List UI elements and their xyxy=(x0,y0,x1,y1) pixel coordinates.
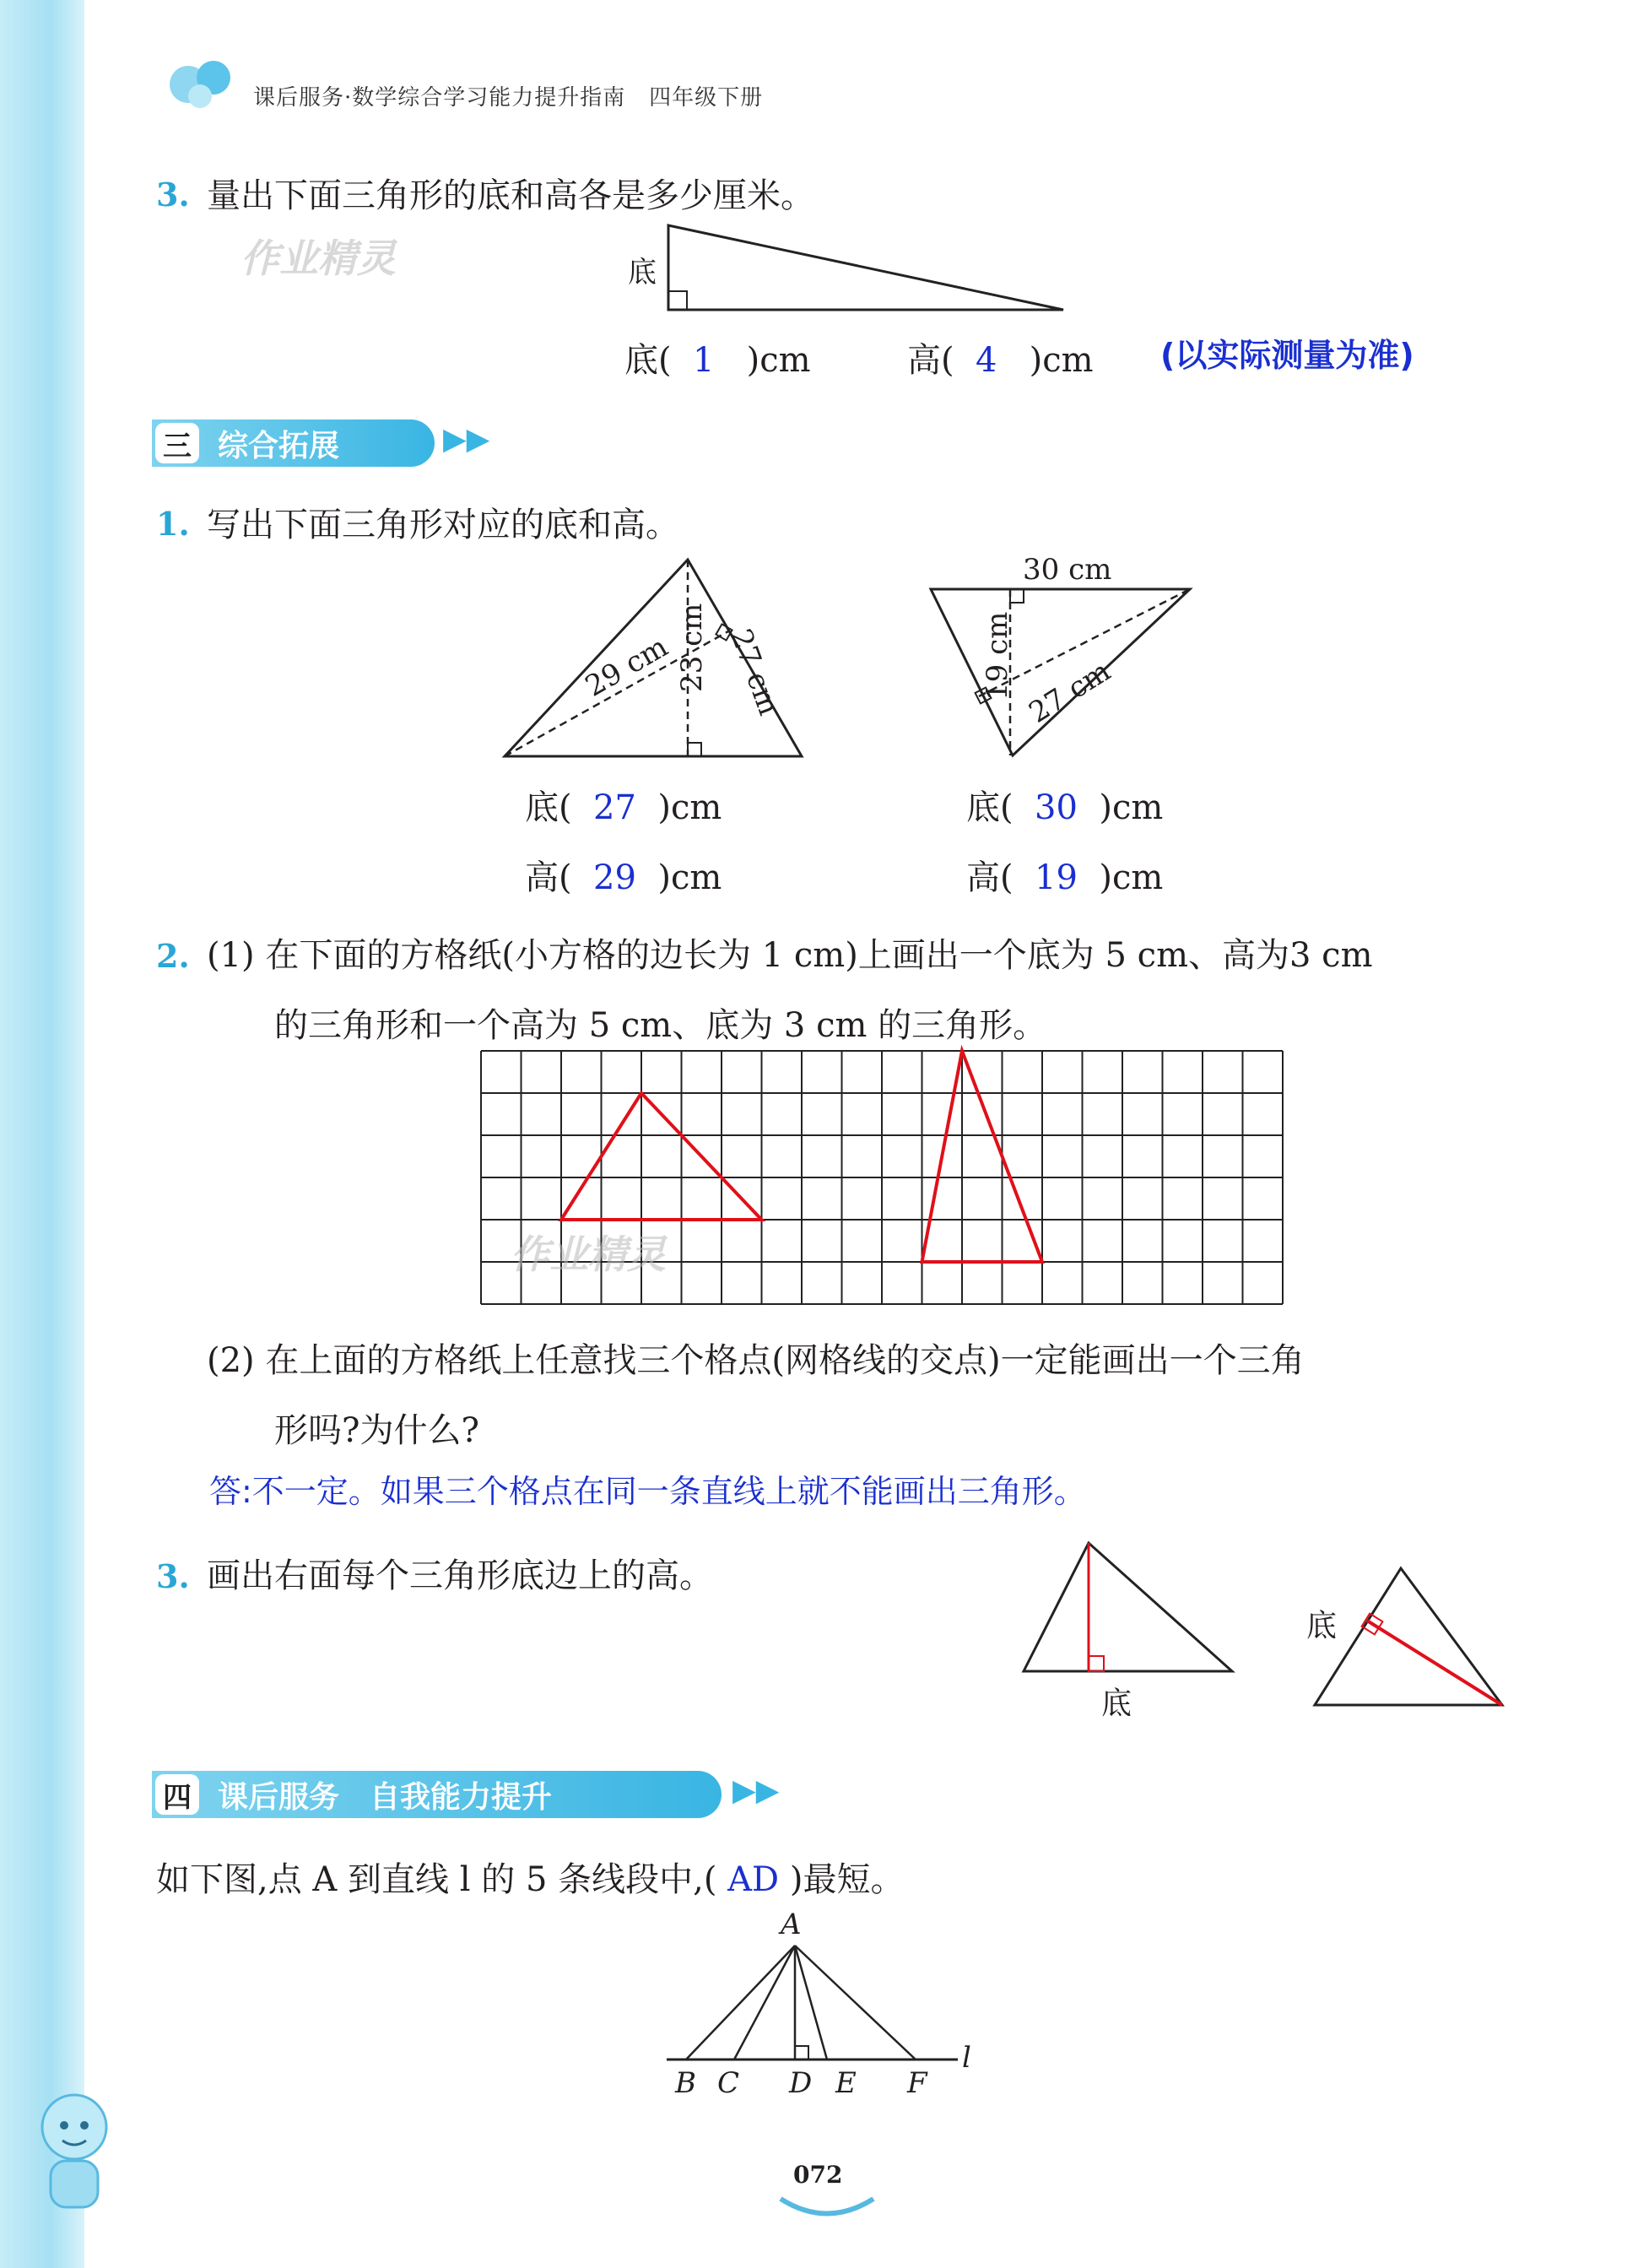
question-text: 的三角形和一个高为 5 cm、底为 3 cm 的三角形。 xyxy=(274,1006,1047,1045)
perpendicular-diagram xyxy=(658,1941,979,2076)
answer-text: AD xyxy=(716,1860,790,1899)
base-answer-line: 底( 1 )cm xyxy=(624,341,811,380)
play-arrow-icon: ▶▶ xyxy=(732,1773,780,1808)
play-arrow-icon: ▶▶ xyxy=(443,422,490,457)
section-header-3: 三 综合拓展 xyxy=(152,419,435,467)
base-answer: 1 xyxy=(693,341,715,380)
question-text: 写出下面三角形对应的底和高。 xyxy=(207,506,679,544)
point-label-C: C xyxy=(717,2066,740,2100)
question-text: (2) 在上面的方格纸上任意找三个格点(网格线的交点)一定能画出一个三角 xyxy=(207,1341,1305,1380)
height-answer: 4 xyxy=(976,341,997,380)
header-title: 课后服务·数学综合学习能力提升指南 四年级下册 xyxy=(253,85,764,111)
left-base-line: 底( 27 )cm xyxy=(525,788,722,827)
page-number: 072 xyxy=(793,2161,843,2189)
question-number: 1. xyxy=(156,505,190,543)
side-label-19: 19 cm xyxy=(981,611,1014,701)
question-number: 3. xyxy=(156,176,190,214)
question-number: 3. xyxy=(156,1557,190,1595)
triangle-height-figure-1 xyxy=(1021,1540,1241,1675)
question-text: 量出下面三角形的底和高各是多少厘米。 xyxy=(207,176,814,215)
point-label-D: D xyxy=(789,2066,813,2100)
side-label-27: 27 cm xyxy=(723,625,786,720)
red-triangle-base5-height3 xyxy=(561,1093,762,1220)
answer-text: 答:不一定。如果三个格点在同一条直线上就不能画出三角形。 xyxy=(209,1473,1086,1510)
page-number-decoration xyxy=(776,2195,878,2220)
right-height-line: 高( 19 )cm xyxy=(966,858,1164,897)
measure-note: (以实际测量为准) xyxy=(1160,337,1414,374)
base-label: 底 xyxy=(1306,1609,1338,1643)
side-label-27b: 27 cm xyxy=(1023,654,1116,730)
right-base-line: 底( 30 )cm xyxy=(966,788,1164,827)
line-label-l: l xyxy=(962,2041,971,2075)
question-text: 如下图,点 A 到直线 l 的 5 条线段中,( AD )最短。 xyxy=(156,1860,905,1899)
figure-label-base: 底 xyxy=(628,256,657,290)
question-text: 形吗?为什么? xyxy=(274,1411,479,1450)
watermark: 作业精灵 xyxy=(511,1231,666,1277)
point-label-B: B xyxy=(675,2066,696,2100)
right-triangle-figure xyxy=(667,224,1072,317)
base-label: 底 xyxy=(1101,1686,1132,1721)
section-header-4: 四 课后服务 自我能力提升 xyxy=(152,1771,722,1818)
question-text: 画出右面每个三角形底边上的高。 xyxy=(207,1556,713,1595)
section-number: 四 xyxy=(155,1774,199,1815)
side-label-30: 30 cm xyxy=(1023,553,1112,587)
triangle-height-figure-2 xyxy=(1312,1566,1506,1709)
left-height-line: 高( 29 )cm xyxy=(525,858,722,897)
header-logo xyxy=(165,52,249,111)
question-text: (1) 在下面的方格纸(小方格的边长为 1 cm)上画出一个底为 5 cm、高为3 cm xyxy=(207,936,1373,975)
question-number: 2. xyxy=(156,937,190,975)
left-decorative-band xyxy=(0,0,84,2268)
point-label-A: A xyxy=(781,1908,802,1941)
side-label-29: 29 cm xyxy=(580,630,674,704)
watermark: 作业精灵 xyxy=(241,235,396,281)
section-number: 三 xyxy=(155,423,199,463)
height-answer-line: 高( 4 )cm xyxy=(907,341,1094,380)
side-label-23: 23 cm xyxy=(675,603,709,692)
point-label-E: E xyxy=(835,2066,857,2100)
mascot-illustration xyxy=(25,2085,127,2220)
point-label-F: F xyxy=(907,2066,927,2100)
red-triangle-height5-base3 xyxy=(922,1051,1043,1262)
